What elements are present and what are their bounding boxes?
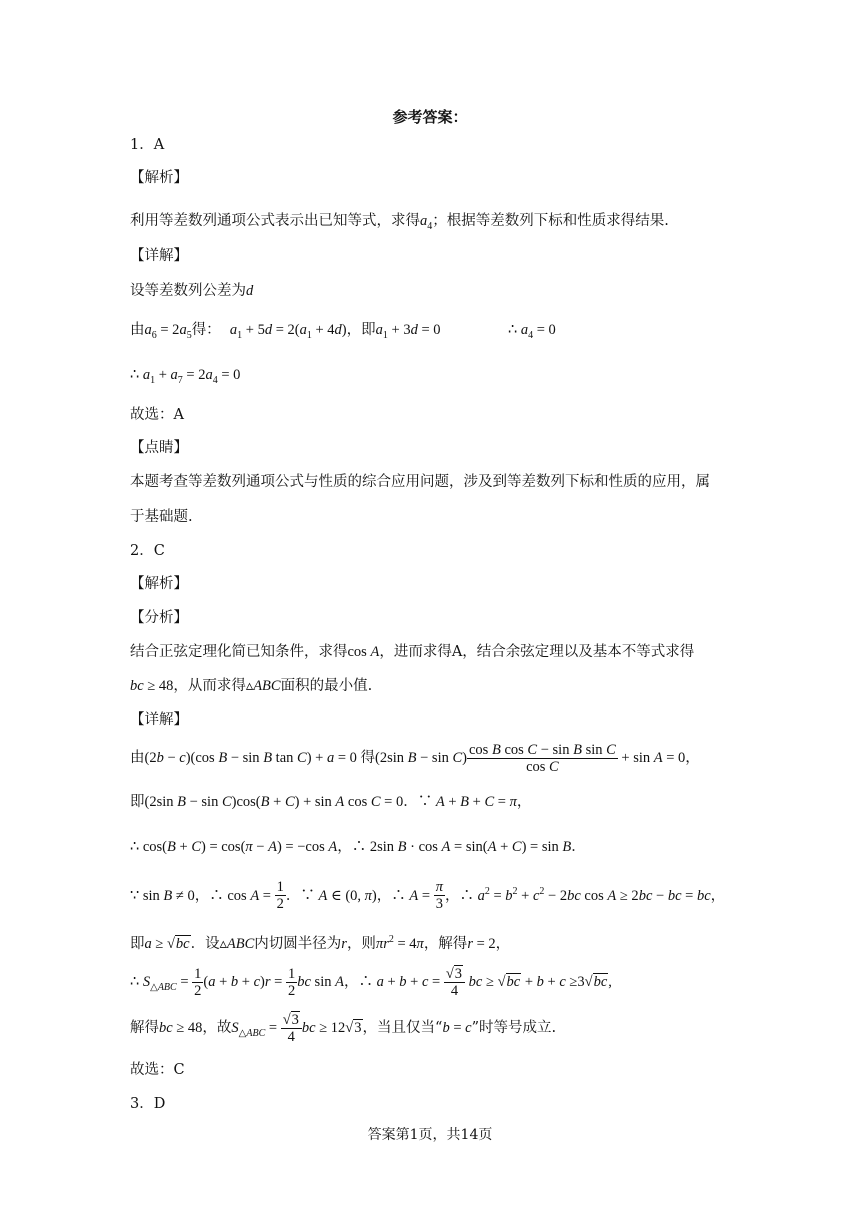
q2-number: 2．C	[130, 543, 165, 559]
q1-analysis-tag: 【解析】	[130, 170, 188, 186]
q2-detail-line-6: ∴ $S_{\triangle ABC}$ = $\frac{1}{2}$ (a + b + c)r = $\frac{1}{2}$ bc sin A，∴ a + b + c = $\frac{√3}{4}$ bc ≥ √bc + b + c ≥3√bc,	[130, 965, 612, 999]
q3-number: 3．D	[130, 1096, 166, 1112]
q2-detail-line-2: 即(2sin B − sin C)cos(B + C) + sin A cos C = 0．∵ A + B + C = π，	[130, 794, 532, 810]
q1-detail-line-3: ∴ $a_1 + a_7 = 2a_4 = 0$	[130, 367, 241, 386]
q2-detail-line-7: 解得bc ≥ 48，故$S_{\triangle ABC}$ = $\frac{√3}{4}$ bc ≥ 12√3，当且仅当“b = c”时等号成立.	[130, 1011, 557, 1045]
q1-comment-line-2: 于基础题.	[130, 509, 193, 525]
q1-number: 1．A	[130, 137, 165, 153]
q2-detail-line-3: ∴ cos(B + C) = cos(π − A) = −cos A，∴ 2sin B · cos A = sin(A + C) = sin B．	[130, 839, 586, 855]
q2-fenxi-tag: 【分析】	[130, 610, 188, 626]
q2-detail-line-1: 由(2b − c)(cos B − sin B tan C) + a = 0 得(2sin B − sin C) $\frac{\text{cos B cos C − sin B sin C}}{\text{cos C}}$ + sin A = 0，	[130, 741, 700, 775]
q1-detail-line-1: 设等差数列公差为d	[130, 283, 254, 299]
q2-analysis-tag: 【解析】	[130, 576, 188, 592]
q1-detail-tag: 【详解】	[130, 248, 188, 264]
q1-analysis-text: 利用等差数列通项公式表示出已知等式，求得$a_4$；根据等差数列下标和性质求得结果.	[130, 213, 669, 232]
q1-detail-line-2: 由$a_6 = 2a_5$得： $a_1 + 5d = 2(a_1 + 4d)$，即$a_1 + 3d = 0$	[130, 322, 441, 341]
q2-detail-line-5: 即a ≥ √bc．设▵ABC内切圆半径为r，则$\pi r^2 = 4\pi$，解得r = 2，	[130, 934, 511, 952]
q2-fenxi-line-1: 结合正弦定理化简已知条件，求得cos A，进而求得A，结合余弦定理以及基本不等式求得	[130, 644, 695, 660]
q1-comment-line-1: 本题考查等差数列通项公式与性质的综合应用问题，涉及到等差数列下标和性质的应用，属	[130, 474, 710, 490]
q1-comment-tag: 【点睛】	[130, 440, 188, 456]
q2-fenxi-line-2: bc ≥ 48，从而求得▵ABC面积的最小值.	[130, 678, 373, 694]
q1-detail-result: ∴ $a_4 = 0$	[508, 322, 556, 341]
q2-conclusion: 故选：C	[130, 1062, 185, 1078]
q1-conclusion: 故选：A	[130, 407, 184, 423]
q2-detail-tag: 【详解】	[130, 712, 188, 728]
page-title: 参考答案：	[392, 108, 468, 126]
page-footer: 答案第1页，共14页	[367, 1127, 493, 1143]
q2-detail-line-4: ∵ sin B ≠ 0，∴ cos A = $\frac{1}{2}$ ．∵ A ∈ (0, π)，∴ A = $\frac{\pi}{3}$ ，∴ $a^2 = b^2 + c^2 - 2bc$ cos A ≥ 2bc − bc = bc，	[130, 879, 726, 913]
